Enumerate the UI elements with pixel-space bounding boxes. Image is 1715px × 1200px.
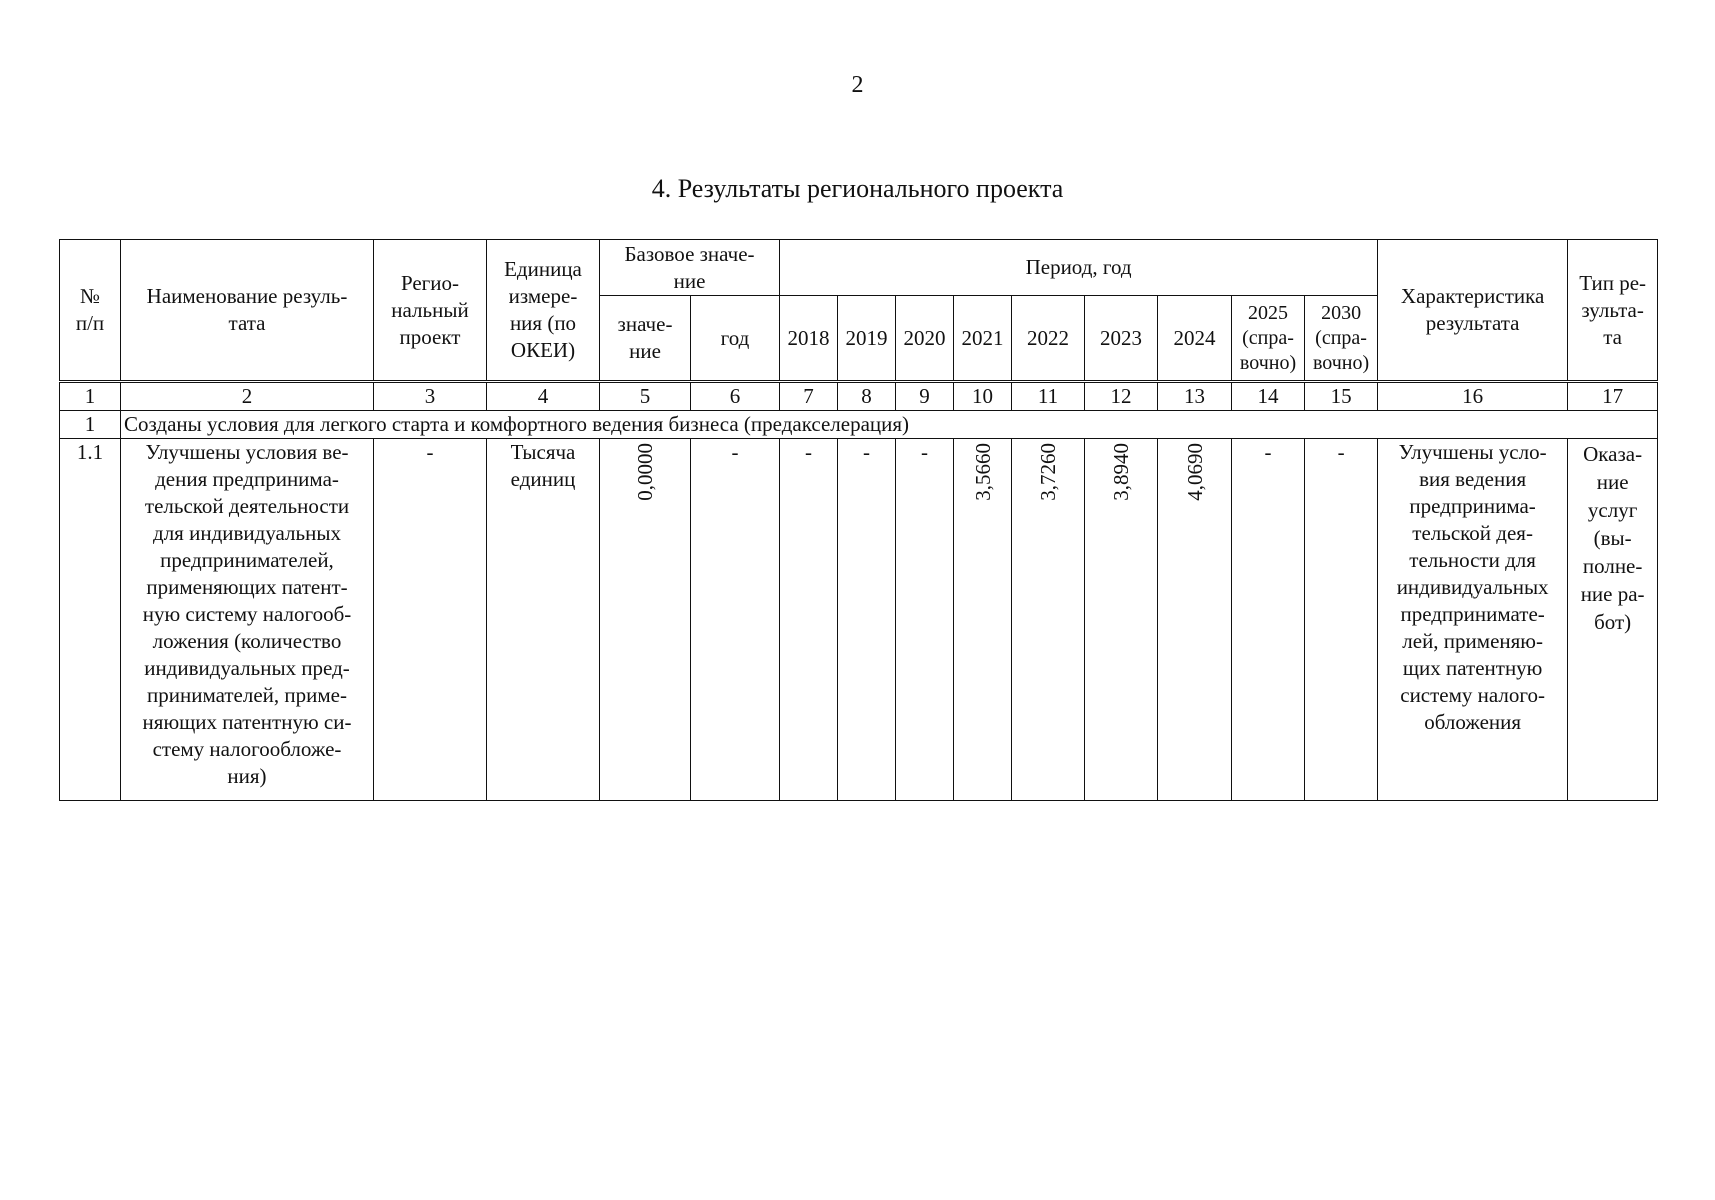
section-number: 1	[60, 411, 121, 439]
header-year-2021: 2021	[954, 296, 1012, 382]
unit-value: Тысяча единиц	[487, 439, 600, 801]
value-2030: -	[1305, 439, 1378, 801]
header-period: Период, год	[780, 240, 1378, 296]
value-2022: 3,7260	[1012, 439, 1085, 801]
result-type: Оказа- ние услуг (вы- полне- ние ра- бот)	[1568, 439, 1658, 801]
header-year-2020: 2020	[896, 296, 954, 382]
header-name: Наименование резуль- тата	[121, 240, 374, 382]
header-characteristic: Характеристика результата	[1378, 240, 1568, 382]
results-table	[59, 239, 1658, 801]
header-regional-project: Регио- нальный проект	[374, 240, 487, 382]
header-base: Базовое значе- ние	[600, 240, 780, 296]
header-year-2024: 2024	[1158, 296, 1232, 382]
column-number: 15	[1305, 382, 1378, 411]
base-year-value: -	[691, 439, 780, 801]
value-2018: -	[780, 439, 838, 801]
header-year-2025: 2025 (спра- вочно)	[1232, 296, 1305, 382]
header-base-value: значе- ние	[600, 296, 691, 382]
header-year-2018: 2018	[780, 296, 838, 382]
result-name: Улучшены условия ве- дения предпринима- тельской деятельности для индивидуальных предпринимателей, применяющих патент- ную систему налогооб- ложения (количество индивидуальных пред- принимателей, приме- няющих патентную си- стему налогообложе- ния)	[121, 439, 374, 801]
column-number: 5	[600, 382, 691, 411]
header-year-2023: 2023	[1085, 296, 1158, 382]
column-number: 6	[691, 382, 780, 411]
result-characteristic: Улучшены усло- вия ведения предпринима- тельской дея- тельности для индивидуальных предпринимате- лей, применяю- щих патентную систему налого- обложения	[1378, 439, 1568, 801]
base-value: 0,0000	[600, 439, 691, 801]
header-unit: Единица измере- ния (по ОКЕИ)	[487, 240, 600, 382]
table-row	[60, 439, 1658, 801]
page-number: 2	[851, 72, 864, 98]
regional-project-value: -	[374, 439, 487, 801]
column-number: 11	[1012, 382, 1085, 411]
header-type: Тип ре- зульта- та	[1568, 240, 1658, 382]
value-2021: 3,5660	[954, 439, 1012, 801]
column-number: 7	[780, 382, 838, 411]
column-number: 1	[60, 382, 121, 411]
value-2019: -	[838, 439, 896, 801]
header-year-2022: 2022	[1012, 296, 1085, 382]
column-number: 9	[896, 382, 954, 411]
column-number: 17	[1568, 382, 1658, 411]
header-year-2019: 2019	[838, 296, 896, 382]
section-title: Созданы условия для легкого старта и комфортного ведения бизнеса (предакселерация)	[121, 411, 1658, 439]
column-number: 12	[1085, 382, 1158, 411]
column-number-row	[60, 382, 1658, 411]
value-2025: -	[1232, 439, 1305, 801]
page-title: 4. Результаты регионального проекта	[651, 174, 1064, 203]
section-row	[60, 411, 1658, 439]
column-number: 16	[1378, 382, 1568, 411]
header-num: № п/п	[60, 240, 121, 382]
header-row-1	[60, 240, 1658, 296]
header-year-2030: 2030 (спра- вочно)	[1305, 296, 1378, 382]
column-number: 3	[374, 382, 487, 411]
column-number: 14	[1232, 382, 1305, 411]
value-2023: 3,8940	[1085, 439, 1158, 801]
header-base-year: год	[691, 296, 780, 382]
column-number: 13	[1158, 382, 1232, 411]
value-2020: -	[896, 439, 954, 801]
column-number: 10	[954, 382, 1012, 411]
column-number: 2	[121, 382, 374, 411]
row-number: 1.1	[60, 439, 121, 801]
column-number: 4	[487, 382, 600, 411]
value-2024: 4,0690	[1158, 439, 1232, 801]
column-number: 8	[838, 382, 896, 411]
